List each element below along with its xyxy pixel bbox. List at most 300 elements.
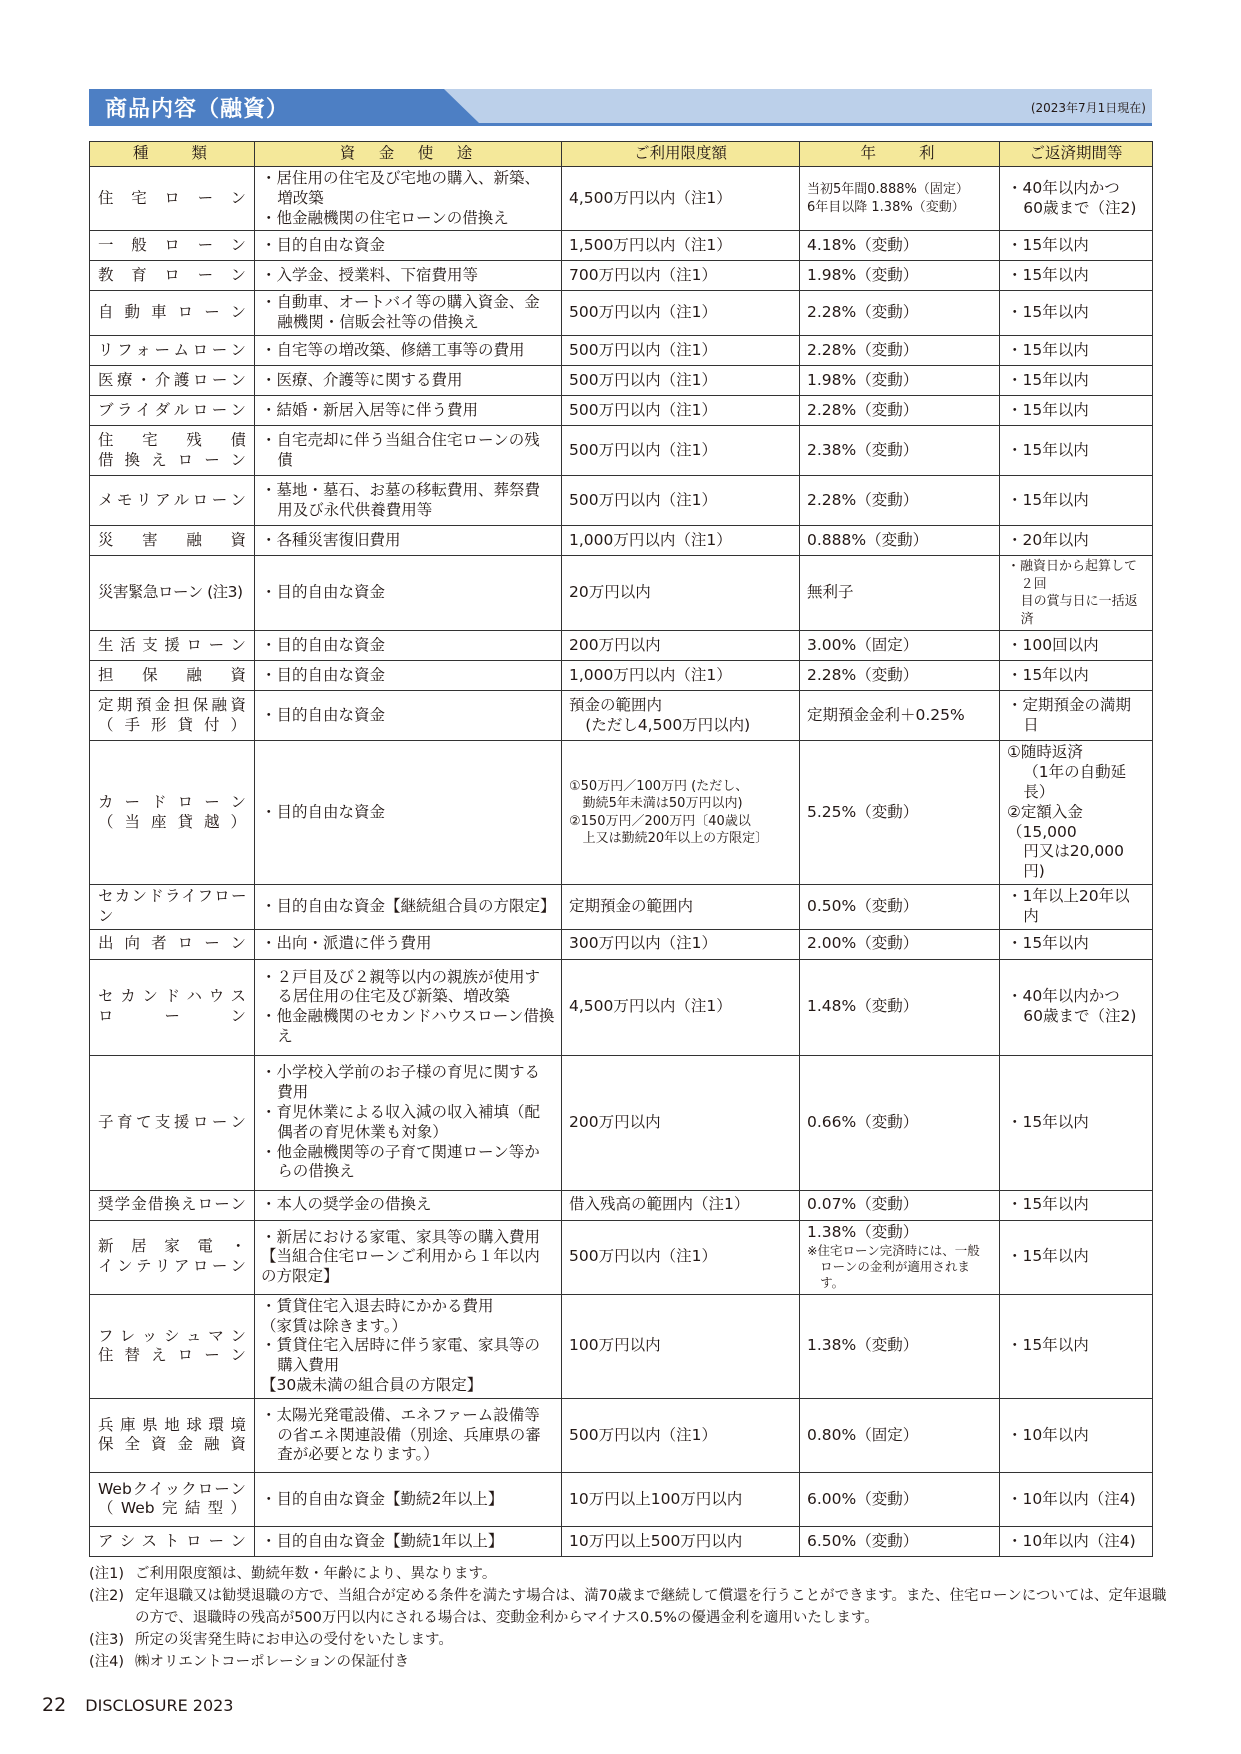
use-line: ・新居における家電、家具等の購入費用 xyxy=(261,1227,541,1246)
cell-rate xyxy=(800,396,1000,426)
page-number: 22 xyxy=(42,1694,67,1716)
use-line: ・各種災害復旧費用 xyxy=(261,530,401,549)
kind-line: 一般ローン xyxy=(98,236,246,255)
cell-use xyxy=(255,1398,562,1472)
use-line: ・小学校入学前のお子様の育児に関する費用 xyxy=(261,1063,541,1102)
cell-use xyxy=(255,741,562,885)
term-line: ・10年以内 xyxy=(1007,1425,1089,1444)
cell-term xyxy=(1000,526,1153,556)
cell-kind xyxy=(90,885,255,930)
use-line: ・目的自由な資金 xyxy=(261,705,386,724)
cell-term xyxy=(1000,336,1153,366)
cell-rate xyxy=(800,167,1000,231)
rate-line: 当初5年間0.888%（固定） xyxy=(807,182,969,198)
kind-line: 生活支援ローン xyxy=(98,635,246,654)
cell-use xyxy=(255,366,562,396)
cell-kind xyxy=(90,291,255,336)
footnote-text: ㈱オリエントコーポレーションの保証付き xyxy=(135,1654,410,1670)
limit-line: 預金の範囲内 xyxy=(569,696,663,714)
cell-kind xyxy=(90,661,255,691)
cell-term xyxy=(1000,556,1153,631)
table-row xyxy=(90,1294,1153,1398)
cell-use xyxy=(255,1526,562,1556)
use-line: ・出向・派遣に伴う費用 xyxy=(261,934,432,953)
use-line: ・目的自由な資金 xyxy=(261,635,386,654)
kind-line: リフォームローン xyxy=(98,340,246,359)
term-line: ②定額入金（15,000 xyxy=(1007,802,1083,841)
cell-kind xyxy=(90,261,255,291)
cell-limit xyxy=(562,1220,800,1294)
rate-line: 6.50%（変動） xyxy=(807,1531,919,1550)
kind-line: ローン xyxy=(98,1007,246,1026)
kind-line: インテリアローン xyxy=(98,1257,246,1276)
cell-kind xyxy=(90,691,255,741)
cell-use xyxy=(255,631,562,661)
cell-rate xyxy=(800,1220,1000,1294)
rate-line: 0.888%（変動） xyxy=(807,530,929,549)
limit-line: 500万円以内（注1） xyxy=(569,370,717,389)
cell-term xyxy=(1000,1526,1153,1556)
cell-term xyxy=(1000,959,1153,1055)
page-footer xyxy=(42,1694,233,1716)
term-line: ①随時返済 xyxy=(1007,743,1083,762)
term-line: ・定期預金の満期日 xyxy=(1007,696,1132,734)
term-line: ・15年以内 xyxy=(1007,370,1089,389)
rate-line: 2.28%（変動） xyxy=(807,665,919,684)
kind-line: 出向者ローン xyxy=(98,934,246,953)
header-use: 資 金 使 途 xyxy=(255,142,562,167)
table-body xyxy=(90,167,1153,1557)
rate-line: 1.98%（変動） xyxy=(807,266,919,285)
use-line: ・太陽光発電設備、エネファーム設備等の省エネ関連設備（別途、兵庫県の審査が必要となります。） xyxy=(261,1405,541,1464)
cell-rate xyxy=(800,661,1000,691)
use-line: ・入学金、授業料、下宿費用等 xyxy=(261,266,479,285)
use-line: ・目的自由な資金 xyxy=(261,802,386,821)
use-line: ・本人の奨学金の借換え xyxy=(261,1195,432,1214)
cell-term xyxy=(1000,1055,1153,1190)
rate-line: 2.28%（変動） xyxy=(807,340,919,359)
term-line: ・10年以内（注4) xyxy=(1007,1531,1136,1550)
rate-line: ※住宅ローン完済時には、一般 xyxy=(807,1242,980,1258)
term-line: （1年の自動延長） xyxy=(1023,763,1127,801)
cell-use xyxy=(255,396,562,426)
use-line: ・自宅売却に伴う当組合住宅ローンの残債 xyxy=(261,430,540,469)
limit-line: 1,500万円以内（注1） xyxy=(569,236,732,255)
use-line: ・２戸目及び２親等以内の親族が使用する居住用の住宅及び新築、増改築 xyxy=(261,967,541,1006)
header-kind: 種 類 xyxy=(90,142,255,167)
rate-line: 0.66%（変動） xyxy=(807,1112,919,1131)
use-line: ・自宅等の増改築、修繕工事等の費用 xyxy=(261,340,525,359)
cell-rate xyxy=(800,366,1000,396)
term-line: ・20年以内 xyxy=(1007,530,1089,549)
cell-limit xyxy=(562,396,800,426)
cell-rate xyxy=(800,261,1000,291)
cell-rate xyxy=(800,1190,1000,1220)
term-line: ・15年以内 xyxy=(1007,1247,1089,1266)
term-line: ・10年以内（注4) xyxy=(1007,1489,1136,1508)
kind-line: 住宅ローン xyxy=(98,188,246,207)
cell-limit xyxy=(562,366,800,396)
table-row xyxy=(90,396,1153,426)
cell-limit xyxy=(562,1055,800,1190)
table-row xyxy=(90,231,1153,261)
limit-line: 10万円以上100万円以内 xyxy=(569,1489,743,1508)
cell-kind xyxy=(90,426,255,476)
cell-limit xyxy=(562,1294,800,1398)
table-row xyxy=(90,1398,1153,1472)
use-line: 【30歳未満の組合員の方限定】 xyxy=(261,1376,483,1395)
limit-line: 100万円以内 xyxy=(569,1336,661,1355)
footnotes xyxy=(89,1563,1169,1673)
rate-line: 無利子 xyxy=(807,583,854,602)
kind-line: 新居家電・ xyxy=(98,1237,246,1256)
rate-line: 1.48%（変動） xyxy=(807,997,919,1016)
cell-rate xyxy=(800,556,1000,631)
cell-use xyxy=(255,691,562,741)
cell-kind xyxy=(90,1190,255,1220)
cell-term xyxy=(1000,426,1153,476)
rate-line: 定期預金金利＋0.25% xyxy=(807,705,965,724)
use-line: 【当組合住宅ローンご利用から１年以内の方限定】 xyxy=(261,1247,540,1286)
cell-use xyxy=(255,929,562,959)
term-line: ・15年以内 xyxy=(1007,1195,1089,1214)
cell-term xyxy=(1000,631,1153,661)
limit-line: 200万円以内 xyxy=(569,635,661,654)
kind-line: 医療・介護ローン xyxy=(98,370,246,389)
term-line: ・100回以内 xyxy=(1007,635,1099,654)
cell-use xyxy=(255,231,562,261)
table-row xyxy=(90,1055,1153,1190)
cell-rate xyxy=(800,885,1000,930)
cell-term xyxy=(1000,291,1153,336)
limit-line: 700万円以内（注1） xyxy=(569,266,717,285)
cell-limit xyxy=(562,741,800,885)
cell-kind xyxy=(90,1472,255,1526)
section-title-band xyxy=(89,89,1152,123)
footnote-4 xyxy=(89,1651,1169,1673)
cell-kind xyxy=(90,1398,255,1472)
term-line: ・15年以内 xyxy=(1007,266,1089,285)
header-limit: ご利用限度額 xyxy=(562,142,800,167)
use-line: ・賃貸住宅入退去時にかかる費用 xyxy=(261,1296,494,1315)
cell-use xyxy=(255,885,562,930)
limit-line: 1,000万円以内（注1） xyxy=(569,530,732,549)
cell-limit xyxy=(562,691,800,741)
rate-line: 1.38%（変動） xyxy=(807,1222,919,1241)
footnote-tag: (注2) xyxy=(89,1588,125,1604)
kind-line: アシストローン xyxy=(98,1531,246,1550)
table-row xyxy=(90,1220,1153,1294)
rate-line: 4.18%（変動） xyxy=(807,236,919,255)
use-line: ・居住用の住宅及び宅地の購入、新築、増改築 xyxy=(261,169,541,207)
kind-line: 災害融資 xyxy=(98,530,246,549)
cell-use xyxy=(255,1220,562,1294)
cell-term xyxy=(1000,661,1153,691)
kind-line: 保全資金融資 xyxy=(98,1435,246,1454)
table-row xyxy=(90,741,1153,885)
title-band-rule xyxy=(89,123,1152,126)
kind-line: 担保融資 xyxy=(98,665,246,684)
cell-term xyxy=(1000,1190,1153,1220)
cell-kind xyxy=(90,336,255,366)
kind-line: フレッシュマン xyxy=(98,1326,246,1345)
kind-line: セカンドライフローン xyxy=(98,887,246,925)
use-line: ・目的自由な資金【勤続1年以上】 xyxy=(261,1531,504,1550)
cell-rate xyxy=(800,959,1000,1055)
cell-use xyxy=(255,261,562,291)
cell-kind xyxy=(90,526,255,556)
footnote-text: 所定の災害発生時にお申込の受付をいたします。 xyxy=(135,1632,453,1648)
use-line: ・育児休業による収入減の収入補填（配偶者の育児休業も対象） xyxy=(261,1102,541,1141)
cell-use xyxy=(255,1472,562,1526)
term-line: 目の賞与日に一括返済 xyxy=(1020,594,1138,627)
cell-rate xyxy=(800,336,1000,366)
cell-term xyxy=(1000,231,1153,261)
rate-line: 2.00%（変動） xyxy=(807,934,919,953)
rate-line: 0.07%（変動） xyxy=(807,1195,919,1214)
limit-line: 定期預金の範囲内 xyxy=(569,897,694,916)
kind-line: カードローン xyxy=(98,792,246,811)
limit-line: 1,000万円以内（注1） xyxy=(569,665,732,684)
kind-line: 定期預金担保融資 xyxy=(98,696,246,714)
cell-kind xyxy=(90,556,255,631)
kind-line: （手形貸付） xyxy=(98,715,246,734)
limit-line: 500万円以内（注1） xyxy=(569,440,717,459)
cell-rate xyxy=(800,1472,1000,1526)
use-line: ・結婚・新居入居等に伴う費用 xyxy=(261,400,479,419)
cell-term xyxy=(1000,741,1153,885)
table-row xyxy=(90,261,1153,291)
use-line: ・他金融機関の住宅ローンの借換え xyxy=(261,208,509,227)
limit-line: 20万円以内 xyxy=(569,583,651,602)
use-line: ・自動車、オートバイ等の購入資金、金融機関・信販会社等の借換え xyxy=(261,293,540,332)
table-row xyxy=(90,1526,1153,1556)
cell-limit xyxy=(562,261,800,291)
term-line: ・15年以内 xyxy=(1007,400,1089,419)
use-line: ・目的自由な資金 xyxy=(261,583,386,602)
rate-line: 1.38%（変動） xyxy=(807,1336,919,1355)
kind-line: Webクイックローン xyxy=(98,1479,246,1498)
use-line: ・医療、介護等に関する費用 xyxy=(261,370,463,389)
cell-limit xyxy=(562,631,800,661)
limit-line: 300万円以内（注1） xyxy=(569,934,717,953)
cell-use xyxy=(255,167,562,231)
term-line: ・15年以内 xyxy=(1007,340,1089,359)
term-line: ・融資日から起算して２回 xyxy=(1007,559,1138,592)
kind-line: 奨学金借換えローン xyxy=(98,1195,246,1214)
table-row xyxy=(90,167,1153,231)
cell-kind xyxy=(90,631,255,661)
use-line: ・目的自由な資金【継続組合員の方限定】 xyxy=(261,897,556,916)
cell-limit xyxy=(562,1526,800,1556)
kind-line: （Web完結型） xyxy=(98,1499,246,1518)
rate-line: 5.25%（変動） xyxy=(807,802,919,821)
cell-limit xyxy=(562,959,800,1055)
cell-limit xyxy=(562,929,800,959)
limit-line: 500万円以内（注1） xyxy=(569,400,717,419)
cell-use xyxy=(255,426,562,476)
limit-line: 500万円以内（注1） xyxy=(569,340,717,359)
rate-line: 2.28%（変動） xyxy=(807,490,919,509)
limit-line: 勤続5年未満は50万円以内) xyxy=(582,796,743,812)
cell-term xyxy=(1000,1294,1153,1398)
cell-term xyxy=(1000,167,1153,231)
cell-kind xyxy=(90,741,255,885)
cell-kind xyxy=(90,1526,255,1556)
cell-kind xyxy=(90,1055,255,1190)
limit-line: 借入残高の範囲内（注1） xyxy=(569,1195,750,1214)
term-line: ・15年以内 xyxy=(1007,1112,1089,1131)
cell-kind xyxy=(90,476,255,526)
cell-kind xyxy=(90,1220,255,1294)
cell-rate xyxy=(800,691,1000,741)
cell-kind xyxy=(90,366,255,396)
cell-rate xyxy=(800,426,1000,476)
table-row xyxy=(90,929,1153,959)
cell-rate xyxy=(800,291,1000,336)
table-row xyxy=(90,1472,1153,1526)
cell-use xyxy=(255,1294,562,1398)
table-row xyxy=(90,556,1153,631)
kind-line: 自動車ローン xyxy=(98,303,246,322)
limit-line: 4,500万円以内（注1） xyxy=(569,997,732,1016)
table-header-row xyxy=(90,142,1153,167)
cell-use xyxy=(255,1055,562,1190)
rate-line: 0.80%（固定） xyxy=(807,1425,919,1444)
kind-line: ブライダルローン xyxy=(98,400,246,419)
cell-use xyxy=(255,526,562,556)
table-row xyxy=(90,476,1153,526)
term-line: ・15年以内 xyxy=(1007,665,1089,684)
rate-line: 2.38%（変動） xyxy=(807,440,919,459)
term-line: 60歳まで（注2) xyxy=(1023,1007,1137,1026)
rate-line: 0.50%（変動） xyxy=(807,897,919,916)
cell-use xyxy=(255,959,562,1055)
cell-rate xyxy=(800,741,1000,885)
use-line: ・他金融機関等の子育て関連ローン等からの借換え xyxy=(261,1142,540,1181)
limit-line: 上又は勤続20年以上の方限定〕 xyxy=(582,831,769,847)
use-line: ・目的自由な資金【勤続2年以上】 xyxy=(261,1489,504,1508)
cell-limit xyxy=(562,1190,800,1220)
limit-line: 500万円以内（注1） xyxy=(569,1247,717,1266)
limit-line: 200万円以内 xyxy=(569,1112,661,1131)
use-line: （家賃は除きます。） xyxy=(261,1316,408,1335)
use-line: ・目的自由な資金 xyxy=(261,665,386,684)
table-row xyxy=(90,661,1153,691)
kind-line: セカンドハウス xyxy=(98,987,246,1006)
cell-kind xyxy=(90,959,255,1055)
cell-rate xyxy=(800,1398,1000,1472)
table-row xyxy=(90,336,1153,366)
footnote-2 xyxy=(89,1585,1169,1629)
limit-line: ①50万円／100万円 (ただし、 xyxy=(569,778,749,794)
cell-term xyxy=(1000,1398,1153,1472)
footnote-3 xyxy=(89,1629,1169,1651)
term-line: 60歳まで（注2) xyxy=(1023,198,1137,217)
term-line: ・15年以内 xyxy=(1007,236,1089,255)
term-line: ・15年以内 xyxy=(1007,490,1089,509)
rate-line: 2.28%（変動） xyxy=(807,400,919,419)
rate-line: 1.98%（変動） xyxy=(807,370,919,389)
cell-use xyxy=(255,336,562,366)
cell-kind xyxy=(90,167,255,231)
cell-use xyxy=(255,661,562,691)
cell-limit xyxy=(562,526,800,556)
cell-term xyxy=(1000,476,1153,526)
term-line: ・15年以内 xyxy=(1007,303,1089,322)
rate-line: 6年目以降 1.38%（変動） xyxy=(807,199,965,215)
cell-limit xyxy=(562,885,800,930)
cell-rate xyxy=(800,231,1000,261)
cell-use xyxy=(255,1190,562,1220)
kind-line: 教育ローン xyxy=(98,266,246,285)
cell-rate xyxy=(800,929,1000,959)
cell-rate xyxy=(800,1526,1000,1556)
table-row xyxy=(90,366,1153,396)
kind-line: 災害緊急ローン (注3) xyxy=(98,583,243,602)
term-line: ・1年以上20年以内 xyxy=(1007,887,1130,925)
term-line: ・40年以内かつ xyxy=(1007,178,1120,197)
page-title: 商品内容（融資） xyxy=(105,97,290,122)
limit-line: 500万円以内（注1） xyxy=(569,490,717,509)
limit-line: ②150万円／200万円〔40歳以 xyxy=(569,813,751,829)
loan-products-table xyxy=(89,141,1153,1557)
limit-line: 500万円以内（注1） xyxy=(569,1425,717,1444)
limit-line: (ただし4,500万円以内) xyxy=(585,715,751,734)
cell-use xyxy=(255,556,562,631)
cell-limit xyxy=(562,426,800,476)
cell-use xyxy=(255,476,562,526)
term-line: 円又は20,000円) xyxy=(1023,842,1125,881)
use-line: ・目的自由な資金 xyxy=(261,236,386,255)
use-line: ・賃貸住宅入居時に伴う家電、家具等の購入費用 xyxy=(261,1336,541,1375)
table-row xyxy=(90,1190,1153,1220)
kind-line: 住替えローン xyxy=(98,1346,246,1365)
kind-line: 住宅残債 xyxy=(98,430,246,449)
cell-term xyxy=(1000,1220,1153,1294)
limit-line: 4,500万円以内（注1） xyxy=(569,188,732,207)
cell-limit xyxy=(562,291,800,336)
cell-limit xyxy=(562,661,800,691)
cell-limit xyxy=(562,1398,800,1472)
kind-line: 兵庫県地球環境 xyxy=(98,1415,246,1434)
cell-limit xyxy=(562,231,800,261)
table-row xyxy=(90,426,1153,476)
cell-rate xyxy=(800,1294,1000,1398)
table-row xyxy=(90,631,1153,661)
cell-limit xyxy=(562,1472,800,1526)
term-line: ・15年以内 xyxy=(1007,440,1089,459)
footnote-1 xyxy=(89,1563,1169,1585)
cell-rate xyxy=(800,526,1000,556)
term-line: ・40年以内かつ xyxy=(1007,987,1120,1006)
limit-line: 500万円以内（注1） xyxy=(569,303,717,322)
table-row xyxy=(90,291,1153,336)
cell-term xyxy=(1000,929,1153,959)
table-row xyxy=(90,691,1153,741)
header-rate: 年 利 xyxy=(800,142,1000,167)
header-term: ご返済期間等 xyxy=(1000,142,1153,167)
cell-kind xyxy=(90,929,255,959)
cell-rate xyxy=(800,1055,1000,1190)
limit-line: 10万円以上500万円以内 xyxy=(569,1531,743,1550)
table-row xyxy=(90,885,1153,930)
use-line: ・墓地・墓石、お墓の移転費用、葬祭費用及び永代供養費用等 xyxy=(261,480,541,519)
cell-use xyxy=(255,291,562,336)
rate-line: 6.00%（変動） xyxy=(807,1489,919,1508)
cell-term xyxy=(1000,691,1153,741)
cell-term xyxy=(1000,1472,1153,1526)
